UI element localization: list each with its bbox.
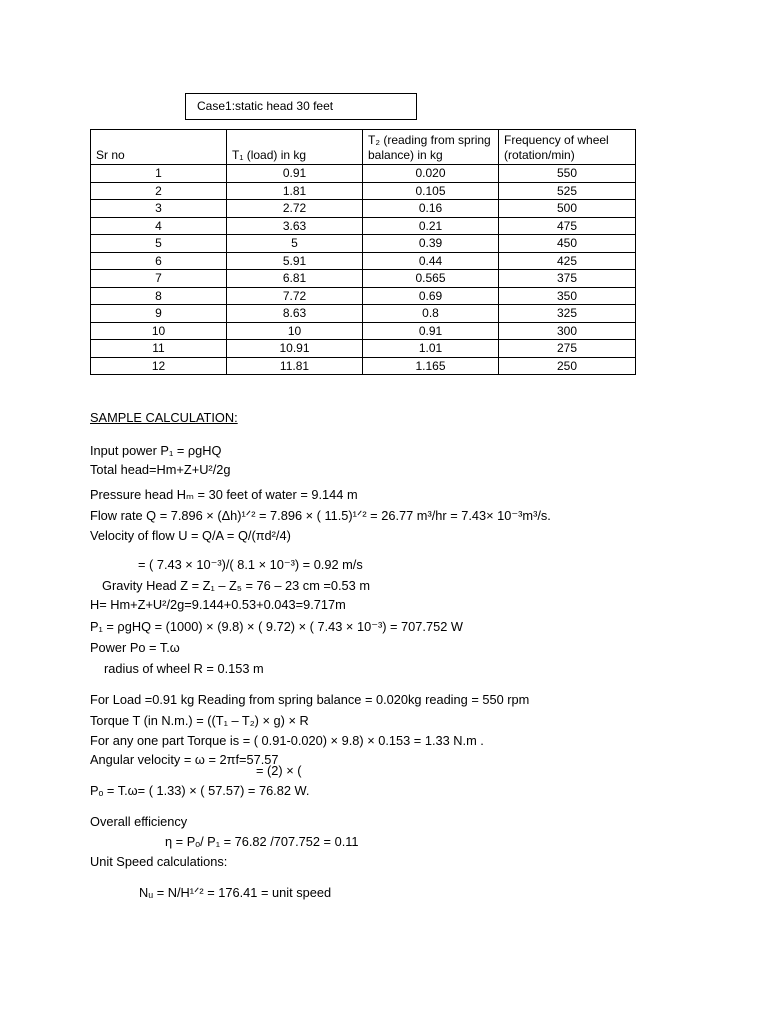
cell-t2: 1.165 — [363, 357, 499, 375]
radius-line: radius of wheel R = 0.153 m — [104, 661, 264, 676]
table-row — [91, 200, 636, 218]
cell-sr-no: 11 — [91, 340, 227, 358]
table-row — [91, 322, 636, 340]
cell-sr-no: 9 — [91, 305, 227, 323]
pressure-head-line: Pressure head Hₘ = 30 feet of water = 9.144 m — [90, 487, 358, 502]
cell-t2: 0.16 — [363, 200, 499, 218]
velocity-value-line: = ( 7.43 × 10⁻³)/( 8.1 × 10⁻³) = 0.92 m/s — [138, 557, 363, 572]
unit-speed-heading: Unit Speed calculations: — [90, 854, 228, 869]
table-row — [91, 287, 636, 305]
cell-t1: 3.63 — [227, 217, 363, 235]
cell-frequency: 250 — [499, 357, 636, 375]
header-t2: T₂ (reading from spring balance) in kg — [363, 130, 499, 165]
cell-t2: 0.91 — [363, 322, 499, 340]
cell-t1: 1.81 — [227, 182, 363, 200]
po-value-line: Pₒ = T.ω= ( 1.33) × ( 57.57) = 76.82 W. — [90, 783, 310, 798]
cell-t2: 0.565 — [363, 270, 499, 288]
cell-sr-no: 12 — [91, 357, 227, 375]
cell-t2: 1.01 — [363, 340, 499, 358]
cell-t2: 0.69 — [363, 287, 499, 305]
cell-frequency: 550 — [499, 165, 636, 183]
cell-frequency: 425 — [499, 252, 636, 270]
angular-velocity-line: Angular velocity = ω = 2πf=57.57 — [90, 752, 279, 767]
cell-sr-no: 4 — [91, 217, 227, 235]
cell-t1: 7.72 — [227, 287, 363, 305]
cell-frequency: 375 — [499, 270, 636, 288]
cell-t1: 6.81 — [227, 270, 363, 288]
cell-t1: 11.81 — [227, 357, 363, 375]
header-t1: T₁ (load) in kg — [227, 130, 363, 165]
cell-sr-no: 10 — [91, 322, 227, 340]
cell-frequency: 325 — [499, 305, 636, 323]
cell-sr-no: 6 — [91, 252, 227, 270]
cell-sr-no: 2 — [91, 182, 227, 200]
readings-table — [90, 129, 636, 375]
cell-t1: 8.63 — [227, 305, 363, 323]
cell-sr-no: 5 — [91, 235, 227, 253]
cell-sr-no: 7 — [91, 270, 227, 288]
table-row — [91, 252, 636, 270]
cell-t2: 0.39 — [363, 235, 499, 253]
cell-t2: 0.44 — [363, 252, 499, 270]
cell-sr-no: 8 — [91, 287, 227, 305]
cell-t1: 10 — [227, 322, 363, 340]
table-row — [91, 235, 636, 253]
table-row — [91, 305, 636, 323]
cell-frequency: 500 — [499, 200, 636, 218]
header-frequency: Frequency of wheel (rotation/min) — [499, 130, 636, 165]
total-head-line: Total head=Hm+Z+U²/2g — [90, 462, 231, 477]
cell-t1: 0.91 — [227, 165, 363, 183]
cell-t1: 2.72 — [227, 200, 363, 218]
table-row — [91, 182, 636, 200]
cell-t2: 0.105 — [363, 182, 499, 200]
cell-frequency: 475 — [499, 217, 636, 235]
overall-efficiency-line: Overall efficiency — [90, 814, 188, 829]
cell-frequency: 525 — [499, 182, 636, 200]
cell-frequency: 300 — [499, 322, 636, 340]
load-line: For Load =0.91 kg Reading from spring balance = 0.020kg reading = 550 rpm — [90, 692, 530, 707]
cell-frequency: 450 — [499, 235, 636, 253]
power-po-line: Power Po = T.ω — [90, 640, 180, 655]
cell-sr-no: 3 — [91, 200, 227, 218]
p1-line: P₁ = ρgHQ = (1000) × (9.8) × ( 9.72) × ( 7.43 × 10⁻³) = 707.752 W — [90, 619, 463, 634]
gravity-head-line: Gravity Head Z = Z₁ – Z₅ = 76 – 23 cm =0.53 m — [102, 578, 371, 593]
cell-t2: 0.8 — [363, 305, 499, 323]
cell-t1: 5 — [227, 235, 363, 253]
angular-overlap-text: = (2) × ( — [256, 763, 302, 778]
cell-frequency: 275 — [499, 340, 636, 358]
cell-frequency: 350 — [499, 287, 636, 305]
h-total-line: H= Hm+Z+U²/2g=9.144+0.53+0.043=9.717m — [90, 597, 346, 612]
case-title-box: Case1:static head 30 feet — [185, 93, 417, 120]
cell-t2: 0.21 — [363, 217, 499, 235]
table-row — [91, 270, 636, 288]
table-row — [91, 357, 636, 375]
flow-rate-line: Flow rate Q = 7.896 × (Δh)¹ᐟ² = 7.896 × ( 11.5)¹ᐟ² = 26.77 m³/hr = 7.43× 10⁻³m³/s. — [90, 508, 551, 523]
input-power-line: Input power P₁ = ρgHQ — [90, 443, 222, 458]
eta-line: η = Pₒ/ P₁ = 76.82 /707.752 = 0.11 — [165, 834, 359, 849]
velocity-line: Velocity of flow U = Q/A = Q/(πd²/4) — [90, 528, 291, 543]
table-header-row — [91, 130, 636, 165]
table-row — [91, 340, 636, 358]
header-sr-no: Sr no — [91, 130, 227, 165]
sample-calculation-heading: SAMPLE CALCULATION: — [90, 410, 238, 425]
torque-line: Torque T (in N.m.) = ((T₁ – T₂) × g) × R — [90, 713, 309, 728]
unit-speed-line: Nᵤ = N/H¹ᐟ² = 176.41 = unit speed — [139, 885, 332, 900]
cell-t1: 5.91 — [227, 252, 363, 270]
torque-part-line: For any one part Torque is = ( 0.91-0.020) × 9.8) × 0.153 = 1.33 N.m . — [90, 733, 484, 748]
cell-sr-no: 1 — [91, 165, 227, 183]
table-row — [91, 165, 636, 183]
table-row — [91, 217, 636, 235]
table-body — [91, 165, 636, 375]
cell-t2: 0.020 — [363, 165, 499, 183]
cell-t1: 10.91 — [227, 340, 363, 358]
